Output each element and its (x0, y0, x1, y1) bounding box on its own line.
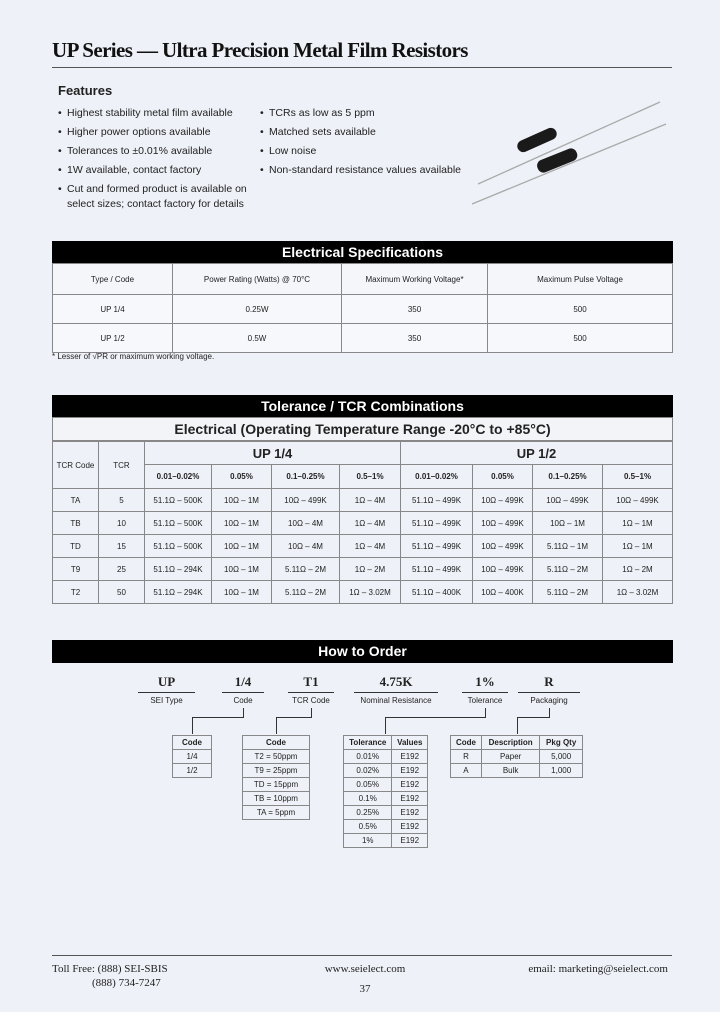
table-cell: 0.05% (344, 778, 392, 792)
table-cell: 10Ω – 1M (212, 489, 272, 512)
table-header: Description (481, 736, 539, 750)
table-cell: 50 (99, 581, 145, 604)
connector-line (485, 708, 486, 717)
range-header-row (53, 465, 673, 489)
table-header: Code (243, 736, 310, 750)
table-cell: TD (53, 535, 99, 558)
table-cell: 350 (342, 295, 488, 324)
tolerance-title: Tolerance / TCR Combinations (52, 395, 673, 417)
electrical-spec-title: Electrical Specifications (52, 241, 673, 263)
table-cell: R (451, 750, 482, 764)
packaging-table (450, 735, 583, 778)
tolerance-subtitle: Electrical (Operating Temperature Range -20°C to +85°C) (52, 417, 673, 441)
electrical-spec-table (52, 263, 673, 353)
table-cell: 51.1Ω – 499K (401, 558, 473, 581)
table-cell: 10Ω – 499K (473, 535, 533, 558)
connector-line (549, 708, 550, 717)
how-to-order-title: How to Order (52, 640, 673, 663)
table-cell: 1Ω – 4M (340, 489, 401, 512)
table-cell: E192 (392, 792, 428, 806)
email-link[interactable]: email: marketing@seielect.com (528, 963, 668, 975)
table-cell: 10Ω – 4M (272, 512, 340, 535)
table-cell: 0.25W (173, 295, 342, 324)
order-label: Nominal Resistance (360, 696, 432, 705)
table-cell: TD = 15ppm (243, 778, 310, 792)
table-cell: 10 (99, 512, 145, 535)
table-cell: 10Ω – 1M (212, 512, 272, 535)
table-cell: 1Ω – 2M (603, 558, 673, 581)
feature-item: • Low noise (260, 142, 470, 161)
table-header: Maximum Working Voltage* (342, 264, 488, 295)
table-cell: T2 (53, 581, 99, 604)
order-part-packaging (518, 674, 580, 705)
table-row (344, 806, 428, 820)
table-cell: 1Ω – 2M (340, 558, 401, 581)
table-cell: 15 (99, 535, 145, 558)
connector-line (385, 717, 486, 718)
order-part-resistance (354, 674, 438, 705)
range-header: 0.1–0.25% (272, 465, 340, 489)
table-cell: 1% (344, 834, 392, 848)
table-cell: 10Ω – 400K (473, 581, 533, 604)
table-cell: 10Ω – 1M (533, 512, 603, 535)
order-code: 1% (462, 674, 508, 693)
table-cell: 0.5W (173, 324, 342, 353)
table-cell: 51.1Ω – 400K (401, 581, 473, 604)
page-number: 37 (359, 983, 371, 995)
table-cell: 25 (99, 558, 145, 581)
table-cell: 10Ω – 499K (603, 489, 673, 512)
table-row (451, 750, 583, 764)
table-cell: E192 (392, 806, 428, 820)
toll-free: Toll Free: (888) SEI-SBIS (52, 963, 168, 975)
feature-item: • Highest stability metal film available (58, 104, 258, 123)
table-cell: 10Ω – 1M (212, 581, 272, 604)
range-header: 0.1–0.25% (533, 465, 603, 489)
table-row (344, 834, 428, 848)
table-row (344, 792, 428, 806)
order-label: Code (233, 696, 253, 705)
table-cell: 0.25% (344, 806, 392, 820)
table-header: Values (392, 736, 428, 750)
table-cell: 51.1Ω – 499K (401, 489, 473, 512)
table-header: Power Rating (Watts) @ 70°C (173, 264, 342, 295)
table-cell: 0.1% (344, 792, 392, 806)
title-rule (52, 67, 672, 68)
features-heading: Features (58, 83, 113, 98)
table-cell: 500 (488, 295, 673, 324)
feature-item: • TCRs as low as 5 ppm (260, 104, 470, 123)
feature-item: • Higher power options available (58, 123, 258, 142)
connector-line (517, 717, 550, 718)
table-cell: 51.1Ω – 500K (145, 535, 212, 558)
table-cell: 1,000 (540, 764, 583, 778)
table-header: Type / Code (53, 264, 173, 295)
feature-item: • Tolerances to ±0.01% available (58, 142, 258, 161)
feature-item: • Non-standard resistance values available (260, 161, 470, 180)
col-tcr: TCR (99, 442, 145, 489)
order-label: TCR Code (292, 696, 330, 705)
connector-line (192, 717, 193, 734)
table-cell: E192 (392, 750, 428, 764)
table-cell: 51.1Ω – 294K (145, 558, 212, 581)
table-cell: 10Ω – 499K (272, 489, 340, 512)
table-cell: TB (53, 512, 99, 535)
footer-phone-block (52, 962, 168, 990)
table-row (344, 820, 428, 834)
table-cell: 51.1Ω – 500K (145, 489, 212, 512)
order-label: Packaging (530, 696, 568, 705)
table-cell: 1Ω – 4M (340, 535, 401, 558)
connector-line (385, 717, 386, 734)
connector-line (243, 708, 244, 717)
table-cell: 1Ω – 3.02M (603, 581, 673, 604)
features-list-left (58, 104, 258, 212)
connector-line (276, 717, 312, 718)
table-row (53, 558, 673, 581)
table-cell: 5 (99, 489, 145, 512)
order-code: 4.75K (354, 674, 438, 693)
resistor-photo (470, 96, 670, 208)
col-tcr-code: TCR Code (53, 442, 99, 489)
tolerance-table (52, 441, 673, 604)
table-cell: 0.02% (344, 764, 392, 778)
table-row (53, 295, 673, 324)
table-row (344, 778, 428, 792)
table-cell: 5.11Ω – 2M (272, 581, 340, 604)
order-code: 1/4 (222, 674, 264, 693)
table-cell: T2 = 50ppm (243, 750, 310, 764)
group-up14: UP 1/4 (145, 442, 401, 465)
footer-rule (52, 955, 672, 956)
table-cell: UP 1/4 (53, 295, 173, 324)
order-code: R (518, 674, 580, 693)
table-header: Code (173, 736, 212, 750)
footer-center (300, 962, 430, 996)
table-row (53, 535, 673, 558)
order-part-tolerance (462, 674, 508, 705)
table-row (451, 764, 583, 778)
range-header: 0.01–0.02% (145, 465, 212, 489)
table-cell: 10Ω – 4M (272, 535, 340, 558)
table-cell: 350 (342, 324, 488, 353)
phone: (888) 734-7247 (92, 977, 161, 989)
feature-item: • Matched sets available (260, 123, 470, 142)
table-cell: 51.1Ω – 499K (401, 512, 473, 535)
table-cell: A (451, 764, 482, 778)
table-cell: 51.1Ω – 499K (401, 535, 473, 558)
table-cell: 10Ω – 1M (212, 558, 272, 581)
order-code: UP (138, 674, 195, 693)
table-cell: E192 (392, 834, 428, 848)
table-cell: 10Ω – 499K (473, 558, 533, 581)
table-cell: 10Ω – 499K (473, 512, 533, 535)
table-cell: UP 1/2 (53, 324, 173, 353)
table-cell: 10Ω – 499K (533, 489, 603, 512)
table-row (53, 489, 673, 512)
table-cell: 0.5% (344, 820, 392, 834)
table-cell: 5.11Ω – 2M (533, 581, 603, 604)
table-cell: 51.1Ω – 500K (145, 512, 212, 535)
table-row (344, 750, 428, 764)
table-header: Code (451, 736, 482, 750)
table-cell: T9 = 25ppm (243, 764, 310, 778)
table-cell: 1/2 (173, 764, 212, 778)
table-header: Pkg Qty (540, 736, 583, 750)
range-header: 0.5–1% (603, 465, 673, 489)
table-cell: 0.01% (344, 750, 392, 764)
tolerance-values-table (343, 735, 428, 848)
table-row (53, 324, 673, 353)
table-cell: Paper (481, 750, 539, 764)
table-cell: 500 (488, 324, 673, 353)
feature-item: • Cut and formed product is available on select sizes; contact factory for details (58, 182, 258, 212)
footnote: * Lesser of √PR or maximum working voltage. (52, 352, 215, 361)
table-cell: 10Ω – 499K (473, 489, 533, 512)
table-cell: 5,000 (540, 750, 583, 764)
table-cell: 1Ω – 3.02M (340, 581, 401, 604)
table-cell: T9 (53, 558, 99, 581)
range-header: 0.01–0.02% (401, 465, 473, 489)
table-cell: 5.11Ω – 1M (533, 535, 603, 558)
order-label: SEI Type (150, 696, 183, 705)
table-cell: 1/4 (173, 750, 212, 764)
table-cell: 1Ω – 1M (603, 535, 673, 558)
range-header: 0.5–1% (340, 465, 401, 489)
table-cell: Bulk (481, 764, 539, 778)
connector-line (276, 717, 277, 734)
features-list-right (260, 104, 470, 180)
order-part-type (138, 674, 195, 705)
table-cell: 5.11Ω – 2M (272, 558, 340, 581)
table-cell: TA = 5ppm (243, 806, 310, 820)
connector-line (517, 717, 518, 734)
website-link[interactable]: www.seielect.com (324, 963, 406, 975)
table-cell: 1Ω – 4M (340, 512, 401, 535)
table-cell: 1Ω – 1M (603, 512, 673, 535)
table-header: Maximum Pulse Voltage (488, 264, 673, 295)
connector-line (192, 717, 244, 718)
table-row (53, 581, 673, 604)
code-table (172, 735, 212, 778)
connector-line (311, 708, 312, 717)
table-cell: E192 (392, 764, 428, 778)
table-cell: 51.1Ω – 294K (145, 581, 212, 604)
table-cell: 5.11Ω – 2M (533, 558, 603, 581)
range-header: 0.05% (473, 465, 533, 489)
table-cell: E192 (392, 820, 428, 834)
range-header: 0.05% (212, 465, 272, 489)
table-row (344, 764, 428, 778)
order-part-tcr (288, 674, 334, 705)
group-up12: UP 1/2 (401, 442, 673, 465)
tcr-code-table (242, 735, 310, 820)
feature-item: • 1W available, contact factory (58, 161, 258, 180)
table-cell: E192 (392, 778, 428, 792)
table-row (53, 512, 673, 535)
table-header: Tolerance (344, 736, 392, 750)
table-cell: TA (53, 489, 99, 512)
order-label: Tolerance (467, 696, 503, 705)
table-cell: TB = 10ppm (243, 792, 310, 806)
order-part-code (222, 674, 264, 705)
order-code: T1 (288, 674, 334, 693)
table-cell: 10Ω – 1M (212, 535, 272, 558)
page-title: UP Series — Ultra Precision Metal Film Resistors (52, 38, 468, 62)
